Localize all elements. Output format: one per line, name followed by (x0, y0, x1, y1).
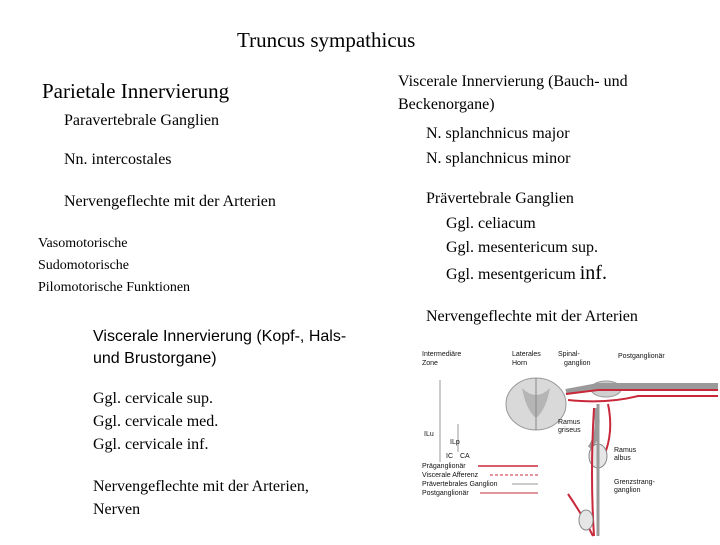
prevertebral-ganglia: Prävertebrale Ganglien (426, 190, 574, 207)
label-ilp: ILp (450, 439, 460, 446)
prevertebral-ganglion-shape (579, 510, 593, 530)
cervical-ganglion-sup: Ggl. cervicale sup. (93, 390, 213, 407)
label-postganglionar-top: Postganglionär (618, 353, 665, 360)
cervical-ganglion-inf: Ggl. cervicale inf. (93, 436, 209, 453)
function-sudomotor: Sudomotorische (38, 258, 129, 273)
label-ilu: ILu (424, 431, 434, 438)
sympathetic-diagram (418, 344, 720, 540)
plexus-nerves-line-1: Nervengeflechte mit der Arterien, (93, 478, 309, 495)
ganglion-mesentericum-label: Ggl. mesentgericum (446, 266, 576, 283)
label-spinal: Spinal- (558, 351, 580, 358)
legend-praeganglionaer: Präganglionär (422, 463, 466, 470)
visceral-abdomen-line-1: Viscerale Innervierung (Bauch- und (398, 73, 628, 90)
function-vasomotor: Vasomotorische (38, 236, 128, 251)
label-intermediare: Intermediäre (422, 351, 462, 358)
label-horn: Horn (512, 360, 528, 367)
inf-suffix: inf. (579, 262, 607, 284)
ganglion-mesentericum-inf (446, 262, 607, 285)
sympathetic-diagram-svg (418, 344, 720, 540)
label-ganglion: ganglion (564, 360, 591, 367)
plexus-arteries-left: Nervengeflechte mit der Arterien (64, 193, 276, 210)
splanchnic-minor: N. splanchnicus minor (426, 150, 571, 167)
function-pilomotor: Pilomotorische Funktionen (38, 280, 191, 295)
legend-postganglionaer: Postganglionär (422, 490, 469, 497)
splanchnic-major: N. splanchnicus major (426, 125, 570, 142)
label-grenzstrang-2: ganglion (614, 487, 641, 494)
label-ramus-2: Ramus (614, 447, 637, 454)
label-lateral: Laterales (512, 351, 541, 358)
label-albus: albus (614, 455, 631, 462)
label-griseus: griseus (558, 427, 581, 434)
label-ic: IC (446, 453, 453, 460)
label-ramus-1: Ramus (558, 419, 581, 426)
ganglion-mesentericum-sup: Ggl. mesentericum sup. (446, 239, 598, 256)
visceral-head-line-1: Viscerale Innervierung (Kopf-, Hals- (93, 328, 347, 345)
visceral-abdomen-line-2: Beckenorgane) (398, 96, 495, 113)
legend-visceral-afferent: Viscerale Afferenz (422, 472, 479, 479)
label-grenzstrang: Grenzstrang- (614, 479, 655, 486)
intercostal-nerves: Nn. intercostales (64, 151, 172, 168)
page-title: Truncus sympathicus (237, 28, 416, 52)
postganglionic-fiber-1 (566, 390, 718, 394)
visceral-head-line-2: und Brustorgane) (93, 350, 217, 367)
postganglionic-fiber-2 (568, 396, 718, 401)
label-ca: CA (460, 453, 470, 460)
parietal-heading: Parietale Innervierung (42, 79, 230, 103)
plexus-arteries-right: Nervengeflechte mit der Arterien (426, 308, 638, 325)
legend-prevertebral: Prävertebrales Ganglion (422, 481, 498, 488)
ganglion-celiacum: Ggl. celiacum (446, 215, 536, 232)
cervical-ganglion-med: Ggl. cervicale med. (93, 413, 219, 430)
label-zone: Zone (422, 360, 438, 367)
paravertebral-ganglia: Paravertebrale Ganglien (64, 112, 220, 129)
plexus-nerves-line-2: Nerven (93, 501, 141, 518)
